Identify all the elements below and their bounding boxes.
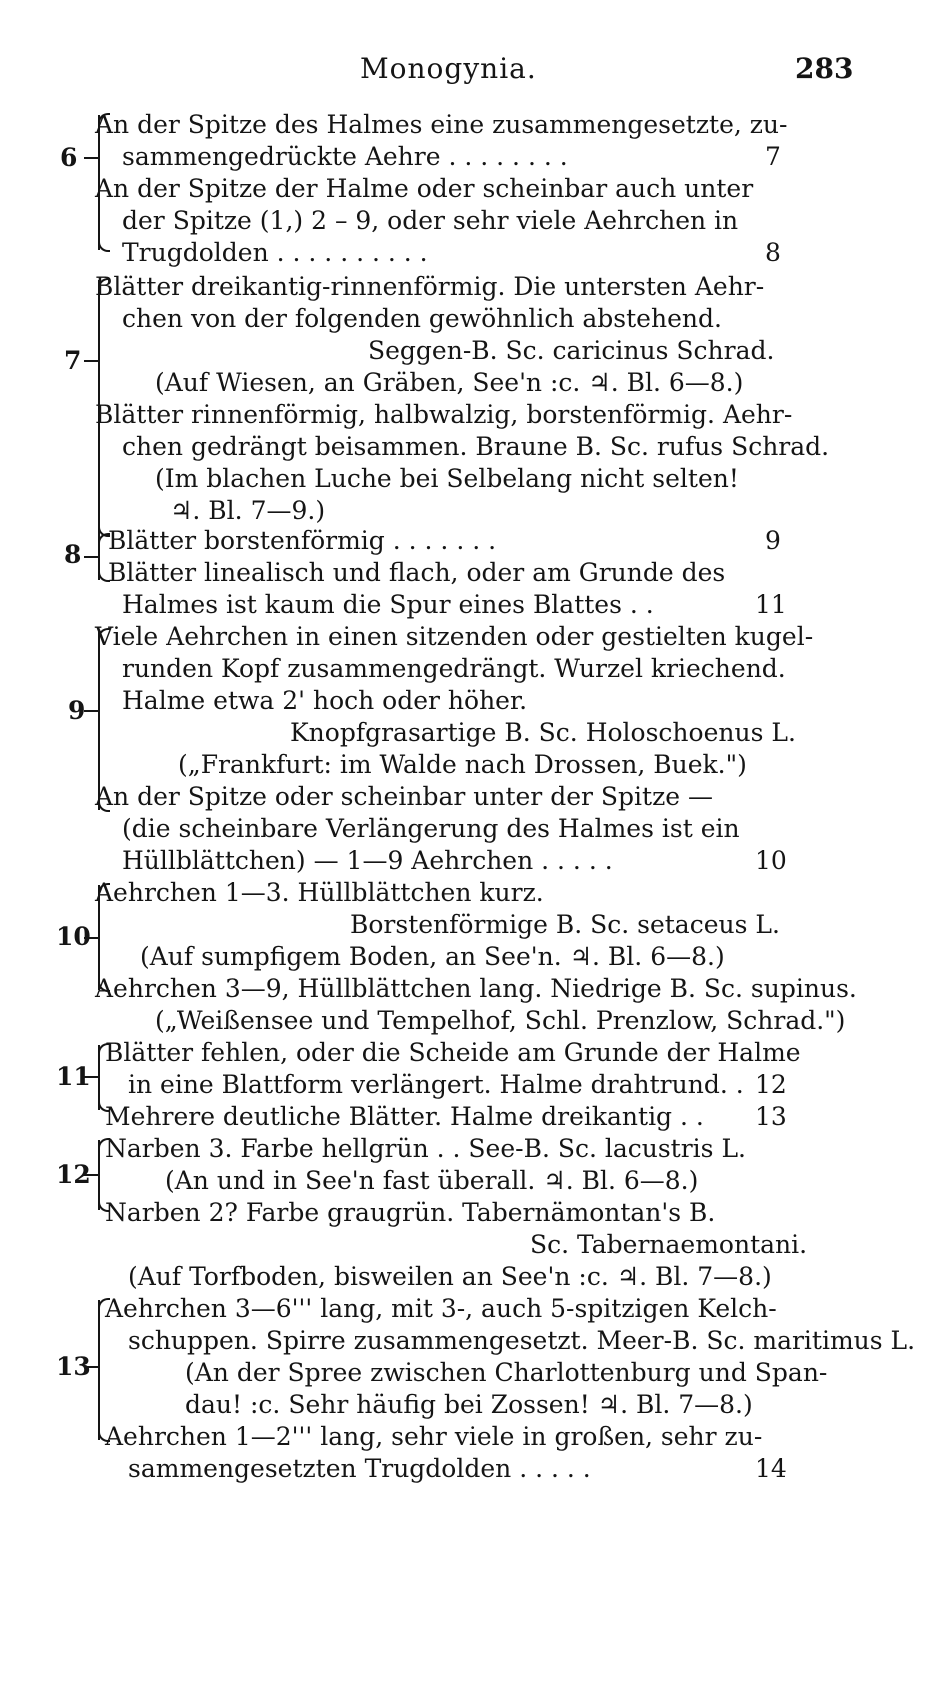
key-line: Blätter rinnenförmig, halbwalzig, borstenförmig. Aehr-	[95, 400, 793, 429]
key-line: An der Spitze der Halme oder scheinbar auch unter	[95, 174, 754, 203]
couplet-number: 8	[64, 540, 82, 569]
species-name: Seggen-B. Sc. caricinus Schrad.	[368, 336, 775, 365]
couplet-number: 6	[60, 143, 78, 172]
key-line: Aehrchen 1—3. Hüllblättchen kurz.	[95, 878, 544, 907]
key-line: sammengedrückte Aehre . . . . . . . .	[122, 142, 568, 171]
couplet-number: 9	[68, 696, 86, 725]
key-line: (Auf Torfboden, bisweilen an See'n :c. ♃. Bl. 7—8.)	[128, 1262, 772, 1291]
key-line: sammengesetzten Trugdolden . . . . .	[128, 1454, 591, 1483]
lead-reference: 8	[765, 238, 781, 267]
key-line: Blätter fehlen, oder die Scheide am Grunde der Halme	[105, 1038, 801, 1067]
key-line: chen von der folgenden gewöhnlich abstehend.	[122, 304, 722, 333]
key-line: Narben 3. Farbe hellgrün . . See-B. Sc. lacustris L.	[105, 1134, 747, 1163]
lead-reference: 7	[765, 142, 781, 171]
lead-reference: 14	[755, 1454, 787, 1483]
key-line: Aehrchen 3—9, Hüllblättchen lang. Niedrige B. Sc. supinus.	[95, 974, 857, 1003]
lead-reference: 13	[755, 1102, 787, 1131]
lead-reference: 10	[755, 846, 787, 875]
lead-reference: 12	[755, 1070, 787, 1099]
lead-reference: 11	[755, 590, 787, 619]
key-line: An der Spitze oder scheinbar unter der Spitze —	[95, 782, 713, 811]
couplet-number: 12	[56, 1160, 91, 1189]
key-line: (An und in See'n fast überall. ♃. Bl. 6—8.)	[165, 1166, 699, 1195]
brace-tip	[84, 710, 98, 712]
key-line: (Auf sumpfigem Boden, an See'n. ♃. Bl. 6—8.)	[140, 942, 725, 971]
key-line: (An der Spree zwischen Charlottenburg und Span-	[185, 1358, 828, 1387]
couplet-number: 11	[56, 1062, 91, 1091]
key-line: Mehrere deutliche Blätter. Halme dreikantig . .	[105, 1102, 704, 1131]
key-line: Blätter linealisch und flach, oder am Grunde des	[108, 558, 726, 587]
key-line: in eine Blattform verlängert. Halme drahtrund. .	[128, 1070, 744, 1099]
key-line: Halme etwa 2' hoch oder höher.	[122, 686, 528, 715]
key-line: Trugdolden . . . . . . . . . .	[122, 238, 428, 267]
key-line: (Auf Wiesen, an Gräben, See'n :c. ♃. Bl. 6—8.)	[155, 368, 744, 397]
species-name: Borstenförmige B. Sc. setaceus L.	[350, 910, 780, 939]
key-line: der Spitze (1,) 2 – 9, oder sehr viele Aehrchen in	[122, 206, 739, 235]
key-line: Blätter borstenförmig . . . . . . .	[108, 526, 497, 555]
couplet-number: 13	[56, 1352, 91, 1381]
species-name: Sc. Tabernaemontani.	[530, 1230, 808, 1259]
key-line: Narben 2? Farbe graugrün. Tabernämontan's B.	[105, 1198, 716, 1227]
key-line: Blätter dreikantig-rinnenförmig. Die untersten Aehr-	[95, 272, 765, 301]
key-line: („Weißensee und Tempelhof, Schl. Prenzlow, Schrad.")	[155, 1006, 846, 1035]
species-name: Knopfgrasartige B. Sc. Holoschoenus L.	[290, 718, 796, 747]
key-line: ♃. Bl. 7—9.)	[170, 496, 326, 525]
brace-tip	[84, 556, 98, 558]
key-line: („Frankfurt: im Walde nach Drossen, Buek.")	[178, 750, 747, 779]
key-line: runden Kopf zusammengedrängt. Wurzel kriechend.	[122, 654, 786, 683]
key-line: (Im blachen Luche bei Selbelang nicht selten!	[155, 464, 739, 493]
key-line: chen gedrängt beisammen. Braune B. Sc. rufus Schrad.	[122, 432, 830, 461]
key-line: Halmes ist kaum die Spur eines Blattes . .	[122, 590, 654, 619]
brace-tip	[84, 360, 98, 362]
couplet-number: 10	[56, 922, 91, 951]
brace-tip	[84, 157, 98, 159]
key-line: Hüllblättchen) — 1—9 Aehrchen . . . . .	[122, 846, 613, 875]
key-line: An der Spitze des Halmes eine zusammengesetzte, zu-	[95, 110, 788, 139]
key-line: (die scheinbare Verlängerung des Halmes ist ein	[122, 814, 740, 843]
key-line: Aehrchen 1—2''' lang, sehr viele in großen, sehr zu-	[105, 1422, 763, 1451]
key-line: dau! :c. Sehr häufig bei Zossen! ♃. Bl. 7—8.)	[185, 1390, 753, 1419]
lead-reference: 9	[765, 526, 781, 555]
key-line: Aehrchen 3—6''' lang, mit 3-, auch 5-spitzigen Kelch-	[105, 1294, 777, 1323]
couplet-number: 7	[64, 346, 82, 375]
key-line: Viele Aehrchen in einen sitzenden oder gestielten kugel-	[95, 622, 814, 651]
running-header: Monogynia.	[360, 52, 537, 85]
key-line: schuppen. Spirre zusammengesetzt. Meer-B. Sc. maritimus L.	[128, 1326, 916, 1355]
page-number: 283	[795, 52, 854, 85]
